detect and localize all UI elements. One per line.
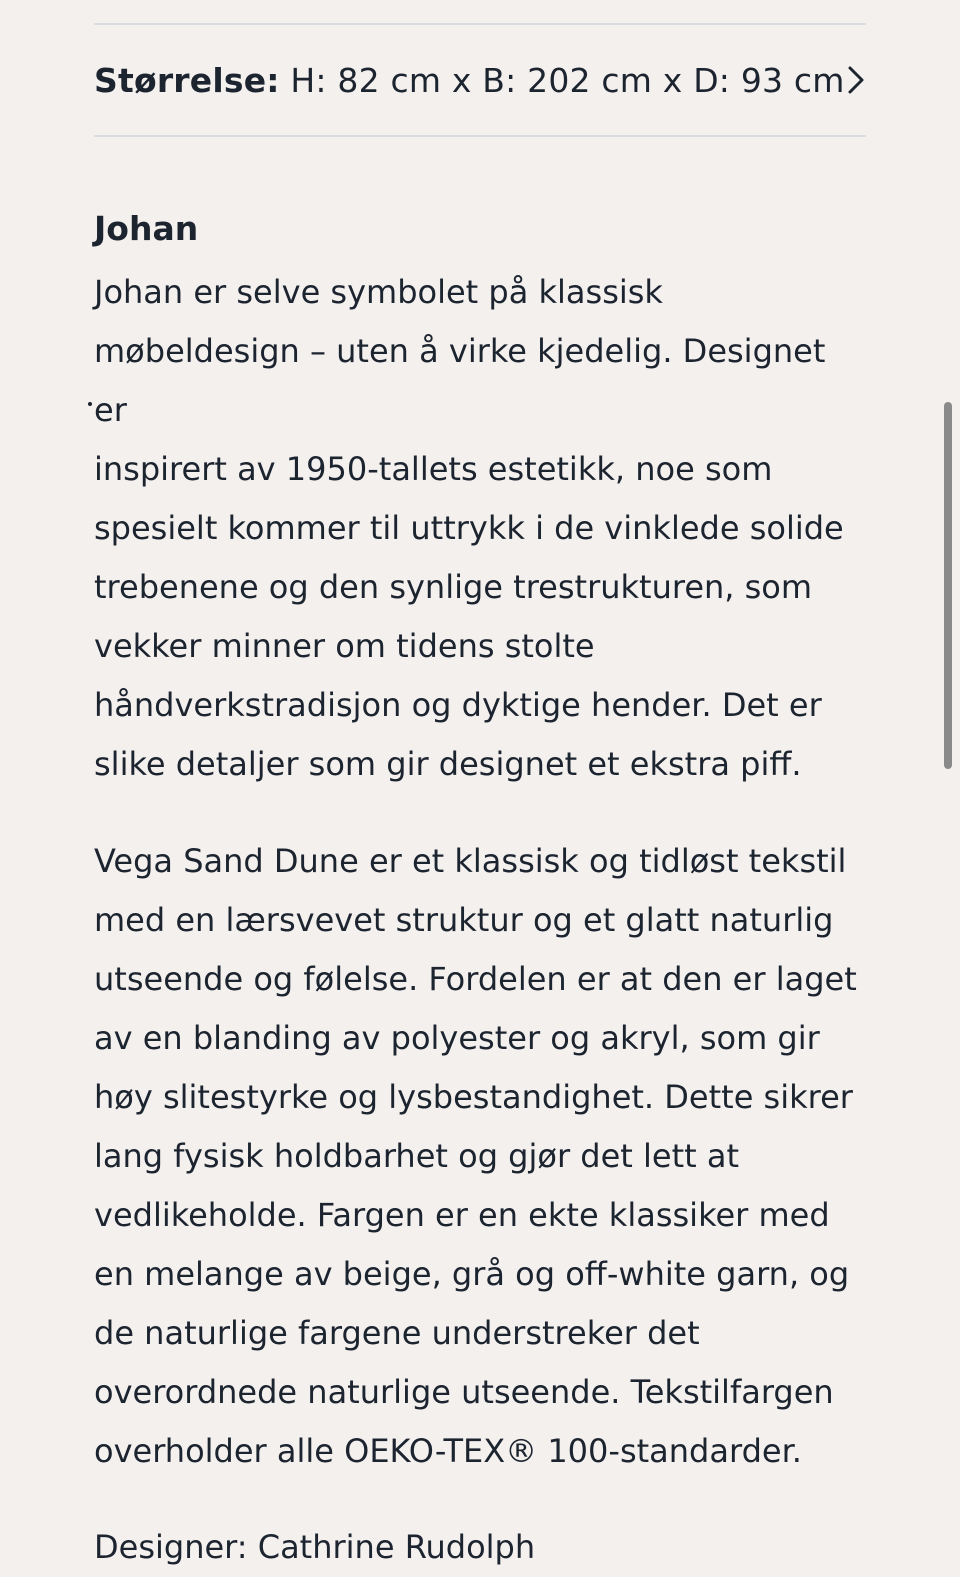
text-cursor-marker	[88, 402, 92, 406]
product-title: Johan	[94, 209, 199, 248]
description-paragraph-2: Vega Sand Dune er et klassisk og tidløst tekstil med en lærsvevet struktur og et glatt naturlig utseende og følelse. Fordelen er at den er laget av en blanding av polyester og akryl, som gir høy slitestyrke og lysbestandighet. Dette sikrer lang fysisk holdbarhet og gjør det lett at vedlikeholde. Fargen er en ekte klassiker med en melange av beige, grå og off-white garn, og de naturlige fargene understreker det overordnede naturlige utseende. Tekstilfargen overholder alle OEKO-TEX® 100-standarder.	[94, 842, 857, 1470]
size-value: H: 82 cm x B: 202 cm x D: 93 cm	[279, 60, 845, 100]
product-details	[94, 0, 866, 1577]
scrollbar[interactable]	[944, 402, 952, 769]
chevron-right-icon[interactable]	[845, 66, 867, 94]
size-label: Størrelse:	[94, 60, 280, 100]
size-text	[94, 61, 845, 100]
size-row[interactable]	[94, 25, 866, 135]
divider-bottom	[94, 135, 866, 137]
description-paragraph-1: Johan er selve symbolet på klassisk møbeldesign – uten å virke kjedelig. Designet er inspirert av 1950-tallets estetikk, noe som spesielt kommer til uttrykk i de vinklede solide trebenene og den synlige trestrukturen, som vekker minner om tidens stolte håndverkstradisjon og dyktige hender. Det er slike detaljer som gir designet et ekstra piff.	[94, 273, 844, 783]
designer-credit: Designer: Cathrine Rudolph	[94, 1528, 536, 1566]
